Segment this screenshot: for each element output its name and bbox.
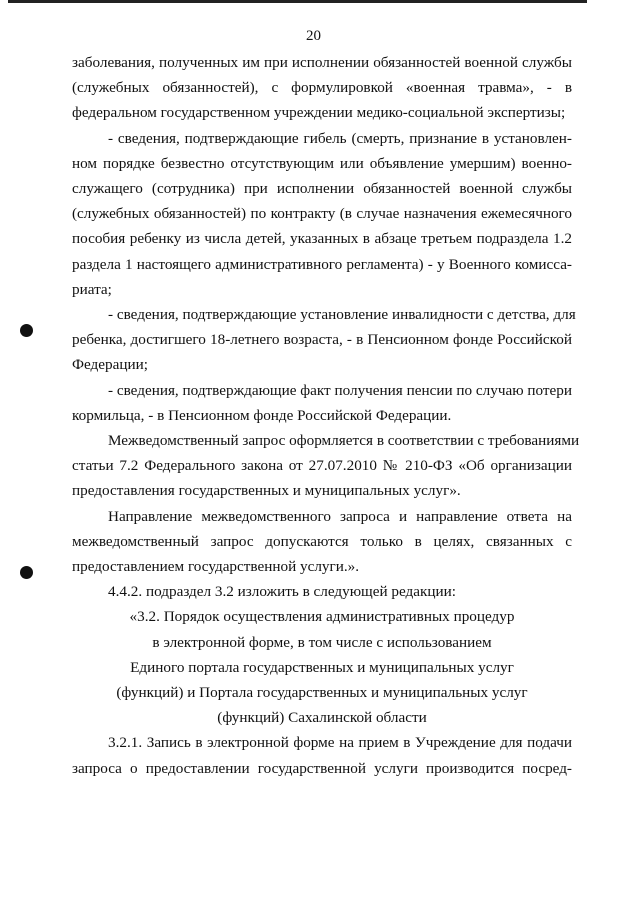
text-line: ребенка, достигшего 18-летнего возраста, - в Пенсионном фонде Российской <box>72 331 572 349</box>
text-line: - сведения, подтверждающие установление инвалидности с детства, для <box>108 306 576 324</box>
text-line: (служебных обязанностей), с формулировкой «военная травма», - в <box>72 79 572 97</box>
punch-hole <box>20 324 33 337</box>
text-line: федеральном государственном учреждении медико-социальной экспертизы; <box>72 104 566 122</box>
text-line: - сведения, подтверждающие факт получения пенсии по случаю потери <box>108 381 572 399</box>
text-line: - сведения, подтверждающие гибель (смерть, признание в установлен- <box>108 129 572 147</box>
text-line: статьи 7.2 Федерального закона от 27.07.2010 № 210-ФЗ «Об организации <box>72 457 572 475</box>
text-line: Направление межведомственного запроса и направление ответа на <box>108 507 572 525</box>
section-heading-line: Единого портала государственных и муниципальных услуг <box>130 658 514 676</box>
text-line: риата; <box>72 280 112 298</box>
top-edge-line <box>8 0 587 3</box>
text-line: (служебных обязанностей) по контракту (в случае назначения ежемесячного <box>72 205 572 223</box>
section-heading-line: (функций) и Портала государственных и муниципальных услуг <box>116 684 528 702</box>
text-line: служащего (сотрудника) при исполнении обязанностей военной службы <box>72 180 572 198</box>
document-body <box>72 50 580 781</box>
text-line: заболевания, полученных им при исполнении обязанностей военной службы <box>72 54 572 71</box>
text-line: раздела 1 настоящего административного регламента) - у Военного комисса- <box>72 255 572 273</box>
text-line: предоставления государственных и муниципальных услуг». <box>72 482 461 500</box>
text-line: 3.2.1. Запись в электронной форме на прием в Учреждение для подачи <box>108 734 572 752</box>
text-line: ном порядке безвестно отсутствующим или объявление умершим) военно- <box>72 154 572 172</box>
text-line: запроса о предоставлении государственной услуги производится посред- <box>72 759 572 777</box>
text-line: Межведомственный запрос оформляется в соответствии с требованиями <box>108 432 580 450</box>
punch-hole <box>20 566 33 579</box>
section-heading-line: в электронной форме, в том числе с использованием <box>152 633 492 651</box>
text-line: межведомственный запрос допускаются только в целях, связанных с <box>72 532 572 550</box>
text-line: 4.4.2. подраздел 3.2 изложить в следующей редакции: <box>108 583 457 601</box>
page-number: 20 <box>306 28 321 44</box>
text-line: кормильца, - в Пенсионном фонде Российской Федерации. <box>72 406 452 424</box>
section-heading-line: (функций) Сахалинской области <box>217 709 427 727</box>
text-line: пособия ребенку из числа детей, указанных в абзаце третьем подраздела 1.2 <box>72 230 572 248</box>
text-line: Федерации; <box>72 356 148 374</box>
section-heading-line: «3.2. Порядок осуществления административных процедур <box>129 608 515 626</box>
text-line: предоставлением государственной услуги.». <box>72 558 360 576</box>
